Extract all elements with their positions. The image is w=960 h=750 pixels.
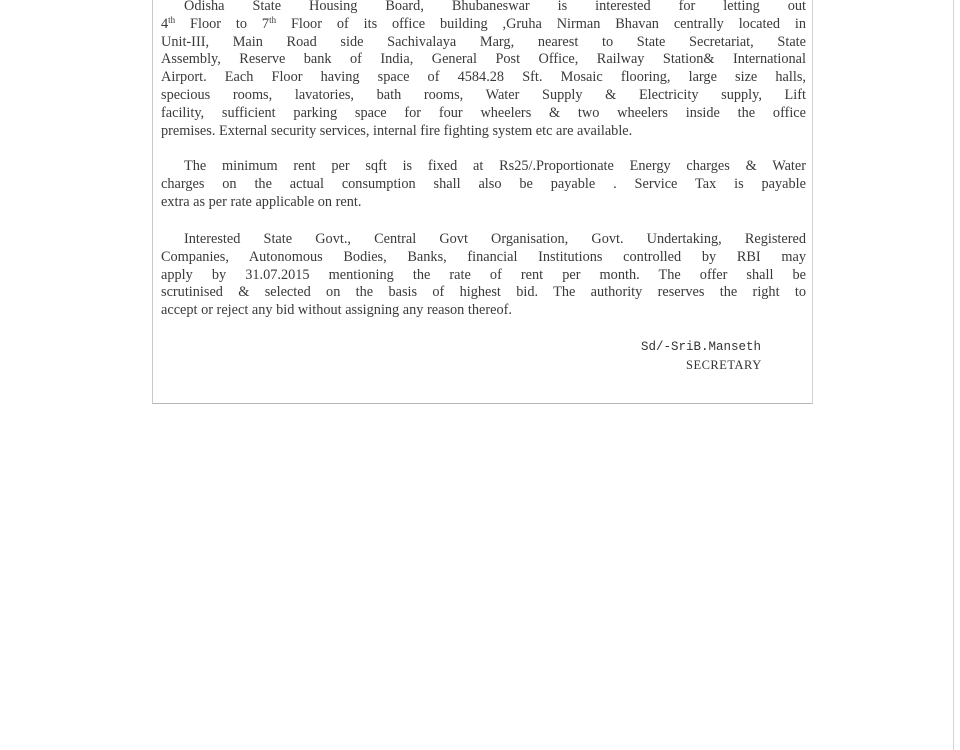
text-line: extra as per rate applicable on rent. bbox=[161, 193, 362, 210]
text-line: Interested State Govt., Central Govt Organisation, Govt. Undertaking, Registered bbox=[184, 231, 806, 247]
text-line: The minimum rent per sqft is fixed at Rs25/.Proportionate Energy charges & Water bbox=[184, 158, 806, 174]
text-line: accept or reject any bid without assigning any reason thereof. bbox=[161, 302, 512, 319]
paragraph-eligibility bbox=[161, 231, 806, 320]
text-fragment: Floor of its office building ,Gruha Nirman Bhavan centrally located in bbox=[276, 15, 806, 32]
text-line: charges on the actual consumption shall also be payable . Service Tax is payable bbox=[161, 175, 806, 192]
paragraph-property-description bbox=[161, 0, 806, 140]
text-line: premises. External security services, internal fire fighting system etc are available. bbox=[161, 122, 633, 139]
paragraph-rent-terms bbox=[161, 158, 806, 211]
text-line: Airport. Each Floor having space of 4584.28 Sft. Mosaic flooring, large size halls, bbox=[161, 69, 806, 86]
text-line bbox=[161, 16, 806, 34]
text-fragment: Floor to 7 bbox=[175, 15, 270, 32]
text-fragment: 4 bbox=[161, 15, 169, 32]
superscript: th bbox=[168, 14, 176, 25]
text-line: Odisha State Housing Board, Bhubaneswar is interested for letting out bbox=[184, 0, 806, 14]
text-line: apply by 31.07.2015 mentioning the rate of rent per month. The offer shall be bbox=[161, 266, 806, 283]
signature-title: SECRETARY bbox=[686, 358, 762, 372]
text-line: Companies, Autonomous Bodies, Banks, financial Institutions controlled by RBI may bbox=[161, 248, 806, 265]
text-line: specious rooms, lavatories, bath rooms, Water Supply & Electricity supply, Lift bbox=[161, 86, 806, 103]
superscript: th bbox=[269, 14, 277, 25]
text-line: facility, sufficient parking space for four wheelers & two wheelers inside the office bbox=[161, 104, 806, 121]
text-line: Assembly, Reserve bank of India, General Post Office, Railway Station& International bbox=[161, 51, 806, 68]
signature-name: Sd/-SriB.Manseth bbox=[641, 340, 762, 354]
text-line: Unit-III, Main Road side Sachivalaya Marg, nearest to State Secretariat, State bbox=[161, 33, 806, 50]
notice-box bbox=[152, 0, 813, 404]
text-line: scrutinised & selected on the basis of highest bid. The authority reserves the right to bbox=[161, 284, 806, 301]
page-edge-line bbox=[953, 0, 954, 750]
